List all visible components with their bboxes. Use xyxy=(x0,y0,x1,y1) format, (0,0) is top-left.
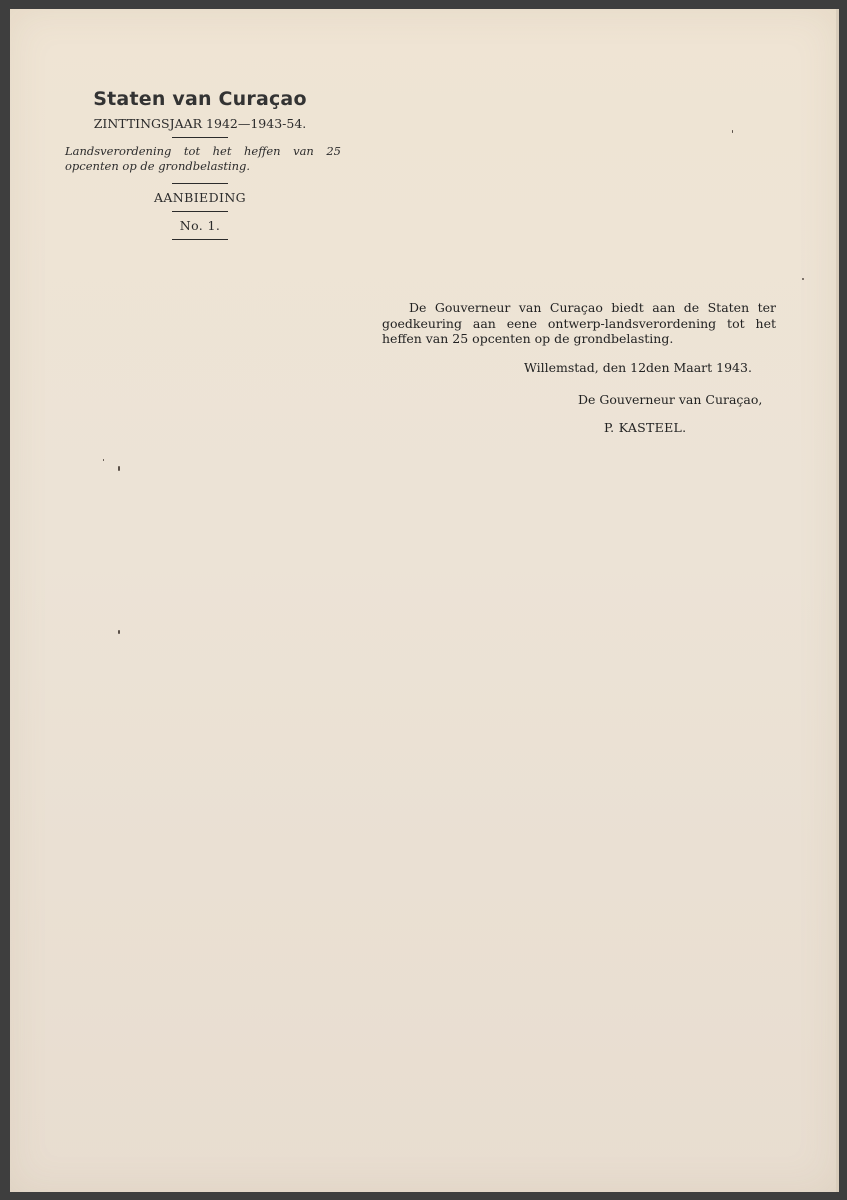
signer-title: De Gouverneur van Curaçao, xyxy=(578,392,763,407)
page-edge xyxy=(836,9,839,1192)
divider xyxy=(172,239,228,240)
signer-name: P. KASTEEL. xyxy=(604,420,687,435)
document-title: Staten van Curaçao xyxy=(93,88,307,110)
session-year: ZINTTINGSJAAR 1942—1943-54. xyxy=(93,116,307,131)
document-header xyxy=(50,88,350,246)
divider xyxy=(172,183,228,184)
place-date: Willemstad, den 12den Maart 1943. xyxy=(524,360,752,375)
paper-speck xyxy=(118,630,120,634)
document-subject: Landsverordening tot het heffen van 25 opcenten op de grondbelasting. xyxy=(65,144,341,173)
document-type: AANBIEDING xyxy=(153,190,247,205)
paper-speck xyxy=(103,459,104,461)
paper-speck xyxy=(732,130,733,133)
divider xyxy=(172,211,228,212)
document-number: No. 1. xyxy=(179,218,221,233)
divider xyxy=(172,137,228,138)
paper-speck xyxy=(118,466,120,471)
offer-paragraph: De Gouverneur van Curaçao biedt aan de Staten ter goedkeuring aan eene ontwerp-landsverordening tot het heffen van 25 opcenten op de grondbelasting. xyxy=(382,300,776,347)
paper-speck xyxy=(802,278,804,280)
